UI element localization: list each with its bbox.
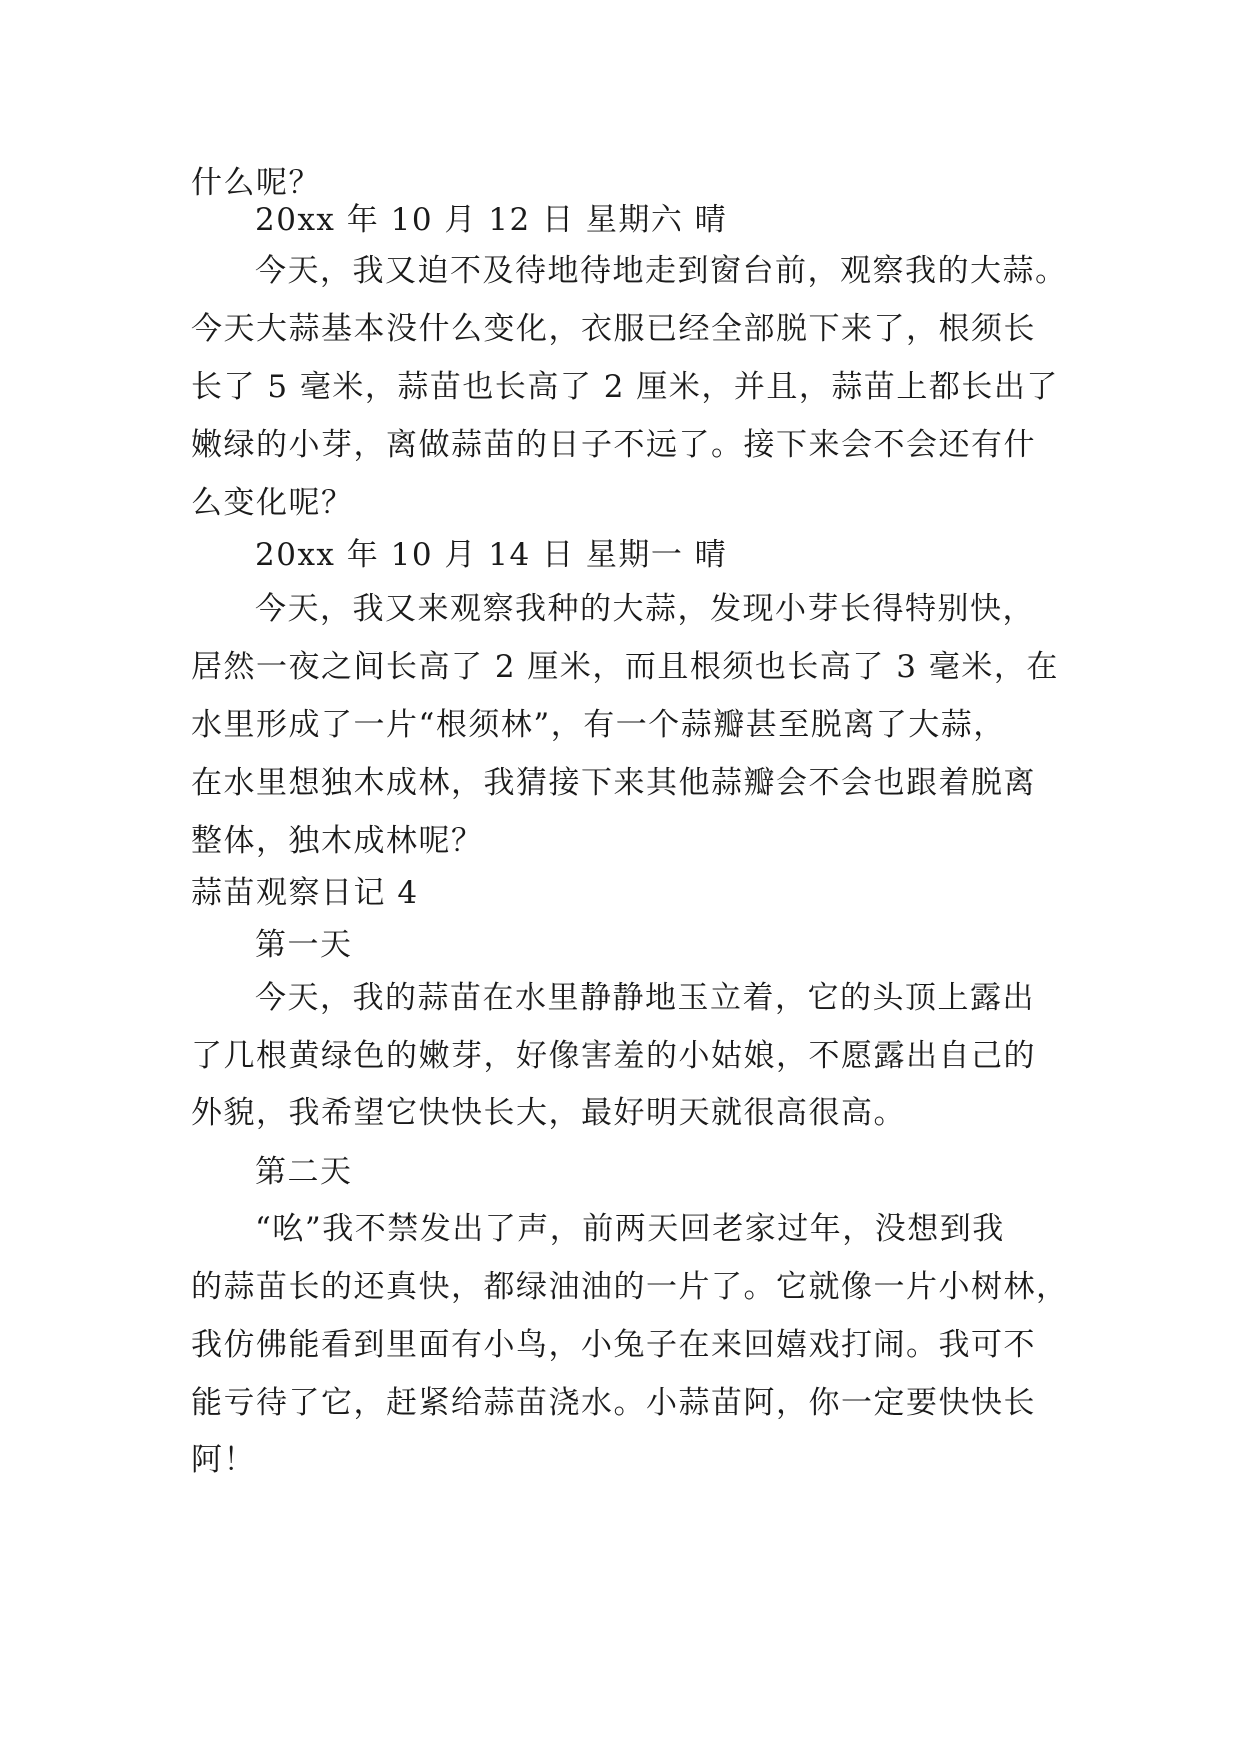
- text-line: 今天，我又来观察我种的大蒜，发现小芽长得特别快，: [255, 591, 1035, 627]
- text-line: 今天，我又迫不及待地待地走到窗台前，观察我的大蒜。: [255, 253, 1068, 289]
- text-line: 在水里想独木成林，我猜接下来其他蒜瓣会不会也跟着脱离: [191, 765, 1036, 801]
- text-line: 什么呢？: [191, 165, 321, 201]
- text-line: 居然一夜之间长高了 2 厘米，而且根须也长高了 3 毫米，在: [191, 649, 1059, 685]
- text-line: 嫩绿的小芽，离做蒜苗的日子不远了。接下来会不会还有什: [191, 427, 1036, 463]
- text-line: 阿！: [191, 1442, 256, 1478]
- text-line: 今天，我的蒜苗在水里静静地玉立着，它的头顶上露出: [255, 980, 1035, 1016]
- text-line: 长了 5 毫米，蒜苗也长高了 2 厘米，并且，蒜苗上都长出了: [191, 369, 1059, 405]
- text-line: 我仿佛能看到里面有小鸟，小兔子在来回嬉戏打闹。我可不: [191, 1327, 1036, 1363]
- day-heading: 第二天: [255, 1154, 353, 1190]
- text-line: 水里形成了一片“根须林”，有一个蒜瓣甚至脱离了大蒜，: [191, 707, 1006, 743]
- text-line: 今天大蒜基本没什么变化，衣服已经全部脱下来了，根须长: [191, 311, 1036, 347]
- text-line: 了几根黄绿色的嫩芽，好像害羞的小姑娘，不愿露出自己的: [191, 1038, 1036, 1074]
- text-line: 的蒜苗长的还真快，都绿油油的一片了。它就像一片小树林，: [191, 1269, 1069, 1305]
- text-line: 外貌，我希望它快快长大，最好明天就很高很高。: [191, 1095, 906, 1131]
- text-line: “吆”我不禁发出了声，前两天回老家过年，没想到我: [255, 1211, 1005, 1247]
- diary-date-heading: 20xx 年 10 月 14 日 星期一 晴: [255, 537, 728, 573]
- day-heading: 第一天: [255, 927, 353, 963]
- text-line: 整体，独木成林呢？: [191, 823, 484, 859]
- text-line: 么变化呢？: [191, 485, 354, 521]
- section-title: 蒜苗观察日记 4: [191, 875, 419, 911]
- diary-date-heading: 20xx 年 10 月 12 日 星期六 晴: [255, 202, 728, 238]
- text-line: 能亏待了它，赶紧给蒜苗浇水。小蒜苗阿，你一定要快快长: [191, 1385, 1036, 1421]
